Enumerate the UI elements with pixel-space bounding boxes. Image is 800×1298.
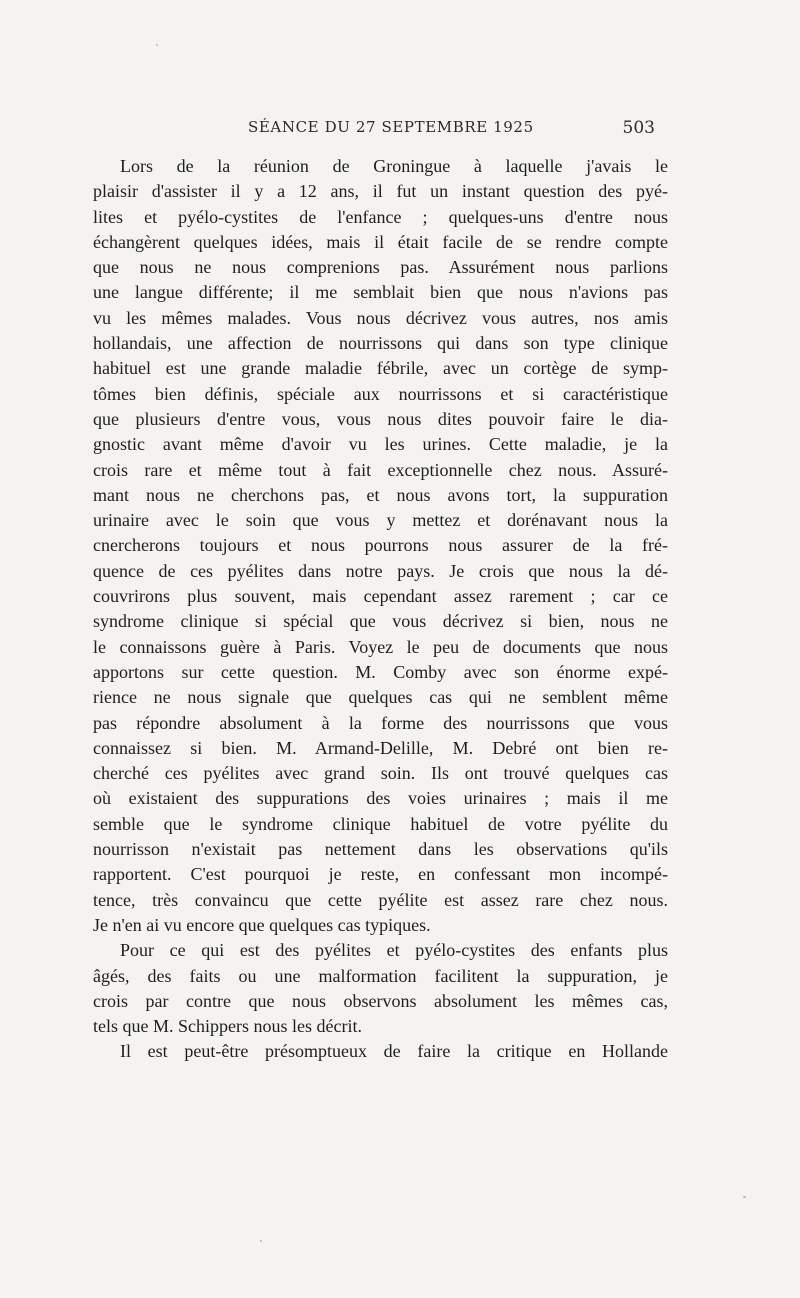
text-line: pas répondre absolument à la forme des nourrissons que vous	[93, 712, 668, 733]
text-line: syndrome clinique si spécial que vous décrivez si bien, nous ne	[93, 611, 668, 632]
text-line: mant nous ne cherchons pas, et nous avons tort, la suppuration	[93, 484, 668, 505]
text-line: plaisir d'assister il y a 12 ans, il fut un instant question des pyé-	[93, 181, 668, 202]
text-line: quence de ces pyélites dans notre pays. Je crois que nous la dé-	[93, 560, 668, 581]
paper-speck	[260, 1240, 262, 1242]
body-text	[93, 154, 668, 1065]
text-line: urinaire avec le soin que vous y mettez et dorénavant nous la	[93, 510, 668, 531]
text-line: semble que le syndrome clinique habituel de votre pyélite du	[93, 813, 668, 834]
text-line: habituel est une grande maladie fébrile, avec un cortège de symp-	[93, 358, 668, 379]
text-line: gnostic avant même d'avoir vu les urines. Cette maladie, je la	[93, 434, 668, 455]
text-line: Il est peut-être présomptueux de faire la critique en Hollande	[120, 1041, 668, 1062]
text-line: Lors de la réunion de Groningue à laquelle j'avais le	[120, 156, 668, 176]
text-line: rience ne nous signale que quelques cas qui ne semblent même	[93, 687, 668, 708]
text-line: lites et pyélo-cystites de l'enfance ; quelques-uns d'entre nous	[93, 206, 668, 227]
text-line: tels que M. Schippers nous les décrit.	[93, 1016, 362, 1037]
text-line: crois par contre que nous observons absolument les mêmes cas,	[93, 990, 668, 1011]
text-line: cnercherons toujours et nous pourrons nous assurer de la fré-	[93, 535, 668, 556]
text-line: échangèrent quelques idées, mais il était facile de se rendre compte	[93, 231, 668, 252]
text-line: hollandais, une affection de nourrissons qui dans son type clinique	[93, 333, 668, 354]
text-line: tence, très convaincu que cette pyélite est assez rare chez nous.	[93, 889, 668, 910]
page-header	[93, 118, 655, 142]
text-line: apportons sur cette question. M. Comby avec son énorme expé-	[93, 661, 668, 682]
text-line: que plusieurs d'entre vous, vous nous dites pouvoir faire le dia-	[93, 408, 668, 429]
text-line: nourrisson n'existait pas nettement dans les observations qu'ils	[93, 839, 668, 860]
text-line: couvrirons plus souvent, mais cependant assez rarement ; car ce	[93, 586, 668, 607]
text-line: rapportent. C'est pourquoi je reste, en confessant mon incompé-	[93, 864, 668, 885]
text-line: Pour ce qui est des pyélites et pyélo-cystites des enfants plus	[120, 940, 668, 961]
text-line: une langue différente; il me semblait bien que nous n'avions pas	[93, 282, 668, 303]
text-line: âgés, des faits ou une malformation facilitent la suppuration, je	[93, 965, 668, 986]
text-line: crois rare et même tout à fait exceptionnelle chez nous. Assuré-	[93, 459, 668, 480]
paper-speck	[156, 44, 158, 46]
text-line: connaissez si bien. M. Armand-Delille, M. Debré ont bien re-	[93, 737, 668, 758]
page-number: 503	[622, 118, 655, 138]
text-line: cherché ces pyélites avec grand soin. Ils ont trouvé quelques cas	[93, 763, 668, 784]
running-title: SÉANCE DU 27 SEPTEMBRE 1925	[248, 118, 534, 136]
text-line: vu les mêmes malades. Vous nous décrivez vous autres, nos amis	[93, 307, 668, 328]
text-line: Je n'en ai vu encore que quelques cas typiques.	[93, 914, 431, 935]
text-line: le connaissons guère à Paris. Voyez le peu de documents que nous	[93, 636, 668, 657]
text-line: où existaient des suppurations des voies urinaires ; mais il me	[93, 788, 668, 809]
text-line: que nous ne nous comprenions pas. Assurément nous parlions	[93, 257, 668, 278]
text-line: tômes bien définis, spéciale aux nourrissons et si caractéristique	[93, 383, 668, 404]
paper-speck	[743, 1196, 746, 1198]
